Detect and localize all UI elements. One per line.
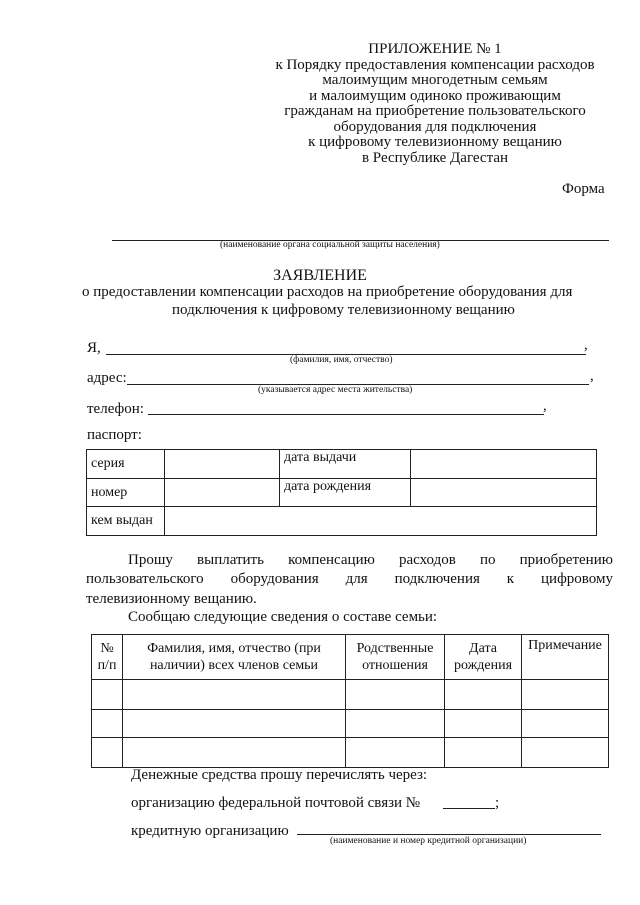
- passport-series-label: серия: [87, 450, 165, 479]
- passport-issue-date-label: дата выдачи: [280, 450, 411, 479]
- request-word: пользовательского: [86, 571, 204, 587]
- address-caption: (указывается адрес места жительства): [258, 385, 413, 395]
- comma: ,: [590, 368, 594, 384]
- request-word: к: [506, 571, 515, 587]
- table-cell[interactable]: [92, 738, 123, 768]
- statement-subtitle: о предоставлении компенсации расходов на приобретение оборудования для: [82, 284, 573, 300]
- request-word: расходов: [398, 552, 456, 568]
- appendix-title: ПРИЛОЖЕНИЕ № 1: [368, 41, 502, 57]
- table-cell[interactable]: [123, 738, 346, 768]
- credit-caption: (наименование и номер кредитной организации): [330, 836, 527, 846]
- birth-date-value[interactable]: [411, 479, 597, 507]
- table-cell[interactable]: [92, 680, 123, 710]
- family-intro: Сообщаю следующие сведения о составе семьи:: [128, 609, 438, 625]
- family-table: [91, 634, 609, 768]
- header-line: гражданам на приобретение пользовательского: [284, 103, 586, 119]
- col-header-full-name: Фамилия, имя, отчество (при наличии) всех членов семьи: [123, 635, 346, 680]
- header-line: и малоимущим одиноко проживающим: [309, 87, 561, 104]
- col-header-birth-date: Дата рождения: [445, 635, 522, 680]
- request-line: [128, 552, 613, 569]
- table-row: [92, 738, 609, 768]
- comma: ,: [543, 398, 547, 414]
- statement-subtitle: подключения к цифровому телевизионному вещанию: [172, 302, 515, 318]
- table-cell[interactable]: [123, 710, 346, 738]
- passport-series-value[interactable]: [165, 450, 280, 479]
- request-word: цифровому: [541, 571, 613, 587]
- passport-number-value[interactable]: [165, 479, 280, 507]
- statement-title: ЗАЯВЛЕНИЕ: [273, 267, 367, 284]
- request-word: Прошу: [128, 552, 173, 568]
- table-cell[interactable]: [522, 680, 609, 710]
- passport-table: [86, 449, 597, 536]
- address-label: адрес:: [87, 370, 127, 386]
- birth-date-label: дата рождения: [280, 479, 411, 507]
- authority-caption: (наименование органа социальной защиты населения): [220, 240, 440, 250]
- table-cell[interactable]: [445, 680, 522, 710]
- postal-number-field[interactable]: [443, 808, 495, 809]
- header-line: к Порядку предоставления компенсации расходов: [275, 56, 595, 73]
- request-line: [86, 571, 613, 588]
- col-header-note: Примечание: [522, 635, 609, 680]
- header-block: [250, 42, 620, 166]
- request-word: для: [345, 571, 368, 587]
- request-word: приобретению: [519, 552, 613, 568]
- table-cell[interactable]: [522, 710, 609, 738]
- table-cell[interactable]: [346, 710, 445, 738]
- request-line: телевизионному вещанию.: [86, 591, 257, 607]
- comma: ,: [584, 337, 588, 353]
- table-row: [92, 710, 609, 738]
- col-header-number: № п/п: [92, 635, 123, 680]
- issued-by-label: кем выдан: [87, 507, 165, 536]
- passport-label: паспорт:: [87, 427, 142, 443]
- table-cell[interactable]: [346, 738, 445, 768]
- table-cell[interactable]: [445, 710, 522, 738]
- issued-by-value[interactable]: [165, 507, 597, 536]
- table-cell[interactable]: [346, 680, 445, 710]
- table-row: [92, 680, 609, 710]
- request-word: подключения: [394, 571, 480, 587]
- postal-label: организацию федеральной почтовой связи №: [131, 795, 421, 811]
- request-word: оборудования: [230, 571, 319, 587]
- header-line: в Республике Дагестан: [361, 149, 509, 166]
- table-cell[interactable]: [92, 710, 123, 738]
- header-line: оборудования для подключения: [333, 118, 537, 135]
- credit-label: кредитную организацию: [131, 823, 289, 839]
- phone-field[interactable]: [148, 414, 544, 415]
- request-word: по: [479, 552, 496, 568]
- phone-label: телефон:: [87, 401, 144, 417]
- header-line: к цифровому телевизионному вещанию: [308, 134, 562, 150]
- form-label: Форма: [562, 181, 605, 197]
- postal-end: ;: [495, 795, 500, 811]
- table-cell[interactable]: [522, 738, 609, 768]
- passport-number-label: номер: [87, 479, 165, 507]
- header-line: малоимущим многодетным семьям: [322, 72, 548, 88]
- table-cell[interactable]: [445, 738, 522, 768]
- table-cell[interactable]: [123, 680, 346, 710]
- payment-intro: Денежные средства прошу перечислять через:: [131, 767, 428, 783]
- request-word: выплатить: [197, 552, 264, 568]
- name-label: Я,: [87, 340, 101, 356]
- credit-org-field[interactable]: [297, 834, 601, 835]
- name-caption: (фамилия, имя, отчество): [290, 355, 393, 365]
- passport-issue-date-value[interactable]: [411, 450, 597, 479]
- request-word: компенсацию: [288, 552, 375, 568]
- col-header-relation: Родственные отношения: [346, 635, 445, 680]
